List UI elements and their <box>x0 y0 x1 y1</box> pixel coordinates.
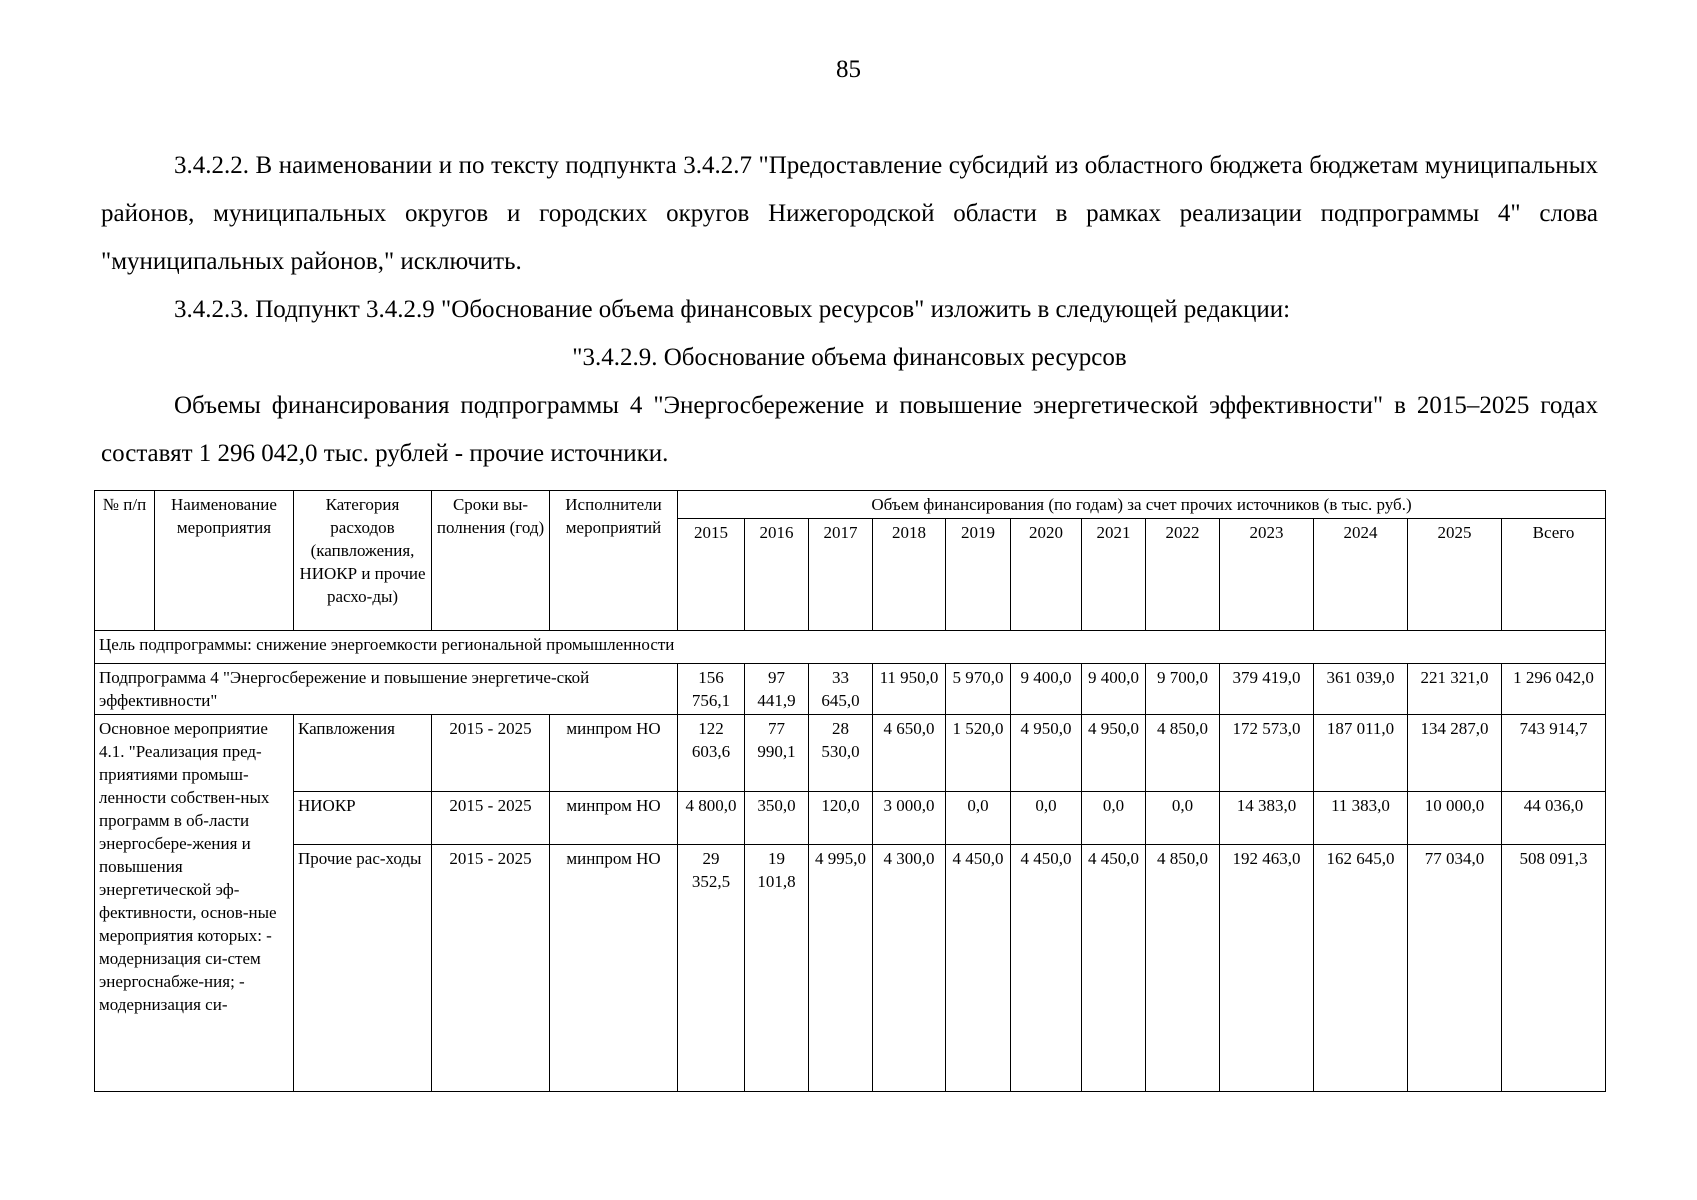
table-cell: 77 034,0 <box>1408 845 1502 1092</box>
table-cell: 28 530,0 <box>809 715 873 792</box>
row-executor: минпром НО <box>550 792 678 845</box>
header-year: 2019 <box>946 519 1011 631</box>
paragraph-3-4-2-3: 3.4.2.3. Подпункт 3.4.2.9 "Обоснование объема финансовых ресурсов" изложить в следующей редакции: <box>174 296 1291 323</box>
page-number: 85 <box>836 56 861 83</box>
table-cell: 4 450,0 <box>1082 845 1146 1092</box>
row-category: Капвложения <box>294 715 432 792</box>
table-cell: 1 520,0 <box>946 715 1011 792</box>
table-cell: 350,0 <box>745 792 809 845</box>
table-cell: 0,0 <box>1082 792 1146 845</box>
table-cell-total: 508 091,3 <box>1502 845 1606 1092</box>
table-cell: 29 352,5 <box>678 845 745 1092</box>
funding-table <box>94 490 1606 1092</box>
table-cell: 221 321,0 <box>1408 664 1502 715</box>
table-cell: 77 990,1 <box>745 715 809 792</box>
header-total: Всего <box>1502 519 1606 631</box>
table-cell: 134 287,0 <box>1408 715 1502 792</box>
table-cell: 162 645,0 <box>1314 845 1408 1092</box>
header-year: 2018 <box>873 519 946 631</box>
table-cell: 4 800,0 <box>678 792 745 845</box>
table-cell: 3 000,0 <box>873 792 946 845</box>
main-activity-name: Основное мероприятие 4.1. "Реализация пред-приятиями промыш-ленности собствен-ных программ в об-ласти энергосбере-жения и повышения энергетической эф-фективности, основ-ные мероприятия которых: - модернизация си-стем энергоснабже-ния; - модернизация си- <box>95 715 294 1092</box>
row-executor: минпром НО <box>550 715 678 792</box>
table-cell: 9 400,0 <box>1011 664 1082 715</box>
table-cell: 19 101,8 <box>745 845 809 1092</box>
table-cell: 4 850,0 <box>1146 715 1220 792</box>
header-year: 2017 <box>809 519 873 631</box>
table-cell: 33 645,0 <box>809 664 873 715</box>
table-cell: 156 756,1 <box>678 664 745 715</box>
table-cell: 192 463,0 <box>1220 845 1314 1092</box>
header-period: Сроки вы-полнения (год) <box>432 491 550 631</box>
table-cell: 187 011,0 <box>1314 715 1408 792</box>
table-row <box>95 715 1606 792</box>
row-category: НИОКР <box>294 792 432 845</box>
subprogram-row <box>95 664 1606 715</box>
section-heading: "3.4.2.9. Обоснование объема финансовых ресурсов <box>572 344 1127 371</box>
paragraph-3-4-2-2: 3.4.2.2. В наименовании и по тексту подпункта 3.4.2.7 "Предоставление субсидий из областного бюджета бюджетам муниципальных районов, муниципальных округов и городских округов Нижегородской области в рамках реализации подпрограммы 4" слова "муниципальных районов," исключить. <box>101 152 1598 275</box>
table-cell-total: 743 914,7 <box>1502 715 1606 792</box>
table-cell: 97 441,9 <box>745 664 809 715</box>
table-cell: 11 383,0 <box>1314 792 1408 845</box>
goal-text: Цель подпрограммы: снижение энергоемкости региональной промышленности <box>95 631 1606 664</box>
table-cell: 5 970,0 <box>946 664 1011 715</box>
table-cell: 10 000,0 <box>1408 792 1502 845</box>
table-header-row <box>95 491 1606 519</box>
header-executors: Исполнители мероприятий <box>550 491 678 631</box>
table-cell: 120,0 <box>809 792 873 845</box>
table-cell: 4 950,0 <box>1011 715 1082 792</box>
row-period: 2015 - 2025 <box>432 792 550 845</box>
table-cell: 9 400,0 <box>1082 664 1146 715</box>
header-year: 2025 <box>1408 519 1502 631</box>
header-year: 2024 <box>1314 519 1408 631</box>
goal-row <box>95 631 1606 664</box>
row-period: 2015 - 2025 <box>432 715 550 792</box>
row-executor: минпром НО <box>550 845 678 1092</box>
table-cell: 0,0 <box>1146 792 1220 845</box>
table-row <box>95 845 1606 1092</box>
table-cell: 4 650,0 <box>873 715 946 792</box>
table-cell: 4 450,0 <box>946 845 1011 1092</box>
table-cell-total: 44 036,0 <box>1502 792 1606 845</box>
header-year: 2022 <box>1146 519 1220 631</box>
table-cell: 4 995,0 <box>809 845 873 1092</box>
table-cell: 361 039,0 <box>1314 664 1408 715</box>
table-cell: 4 300,0 <box>873 845 946 1092</box>
row-period: 2015 - 2025 <box>432 845 550 1092</box>
table-cell: 9 700,0 <box>1146 664 1220 715</box>
table-cell: 122 603,6 <box>678 715 745 792</box>
table-cell: 172 573,0 <box>1220 715 1314 792</box>
table-row <box>95 792 1606 845</box>
header-num: № п/п <box>95 491 155 631</box>
table-cell: 11 950,0 <box>873 664 946 715</box>
header-year: 2023 <box>1220 519 1314 631</box>
header-name: Наименование мероприятия <box>155 491 294 631</box>
header-year: 2015 <box>678 519 745 631</box>
table-cell: 0,0 <box>946 792 1011 845</box>
table-cell: 4 850,0 <box>1146 845 1220 1092</box>
row-category: Прочие рас-ходы <box>294 845 432 1092</box>
table-cell-total: 1 296 042,0 <box>1502 664 1606 715</box>
header-funding: Объем финансирования (по годам) за счет прочих источников (в тыс. руб.) <box>678 491 1606 519</box>
paragraph-funding-volume: Объемы финансирования подпрограммы 4 "Энергосбережение и повышение энергетической эффективности" в 2015–2025 годах составят 1 296 042,0 тыс. рублей - прочие источники. <box>101 392 1598 467</box>
table-cell: 4 950,0 <box>1082 715 1146 792</box>
header-category: Категория расходов (капвложения, НИОКР и прочие расхо-ды) <box>294 491 432 631</box>
table-cell: 0,0 <box>1011 792 1082 845</box>
header-year: 2021 <box>1082 519 1146 631</box>
header-year: 2016 <box>745 519 809 631</box>
header-year: 2020 <box>1011 519 1082 631</box>
table-cell: 379 419,0 <box>1220 664 1314 715</box>
table-cell: 4 450,0 <box>1011 845 1082 1092</box>
table-cell: 14 383,0 <box>1220 792 1314 845</box>
subprogram-label: Подпрограмма 4 "Энергосбережение и повышение энергетиче-ской эффективности" <box>95 664 678 715</box>
